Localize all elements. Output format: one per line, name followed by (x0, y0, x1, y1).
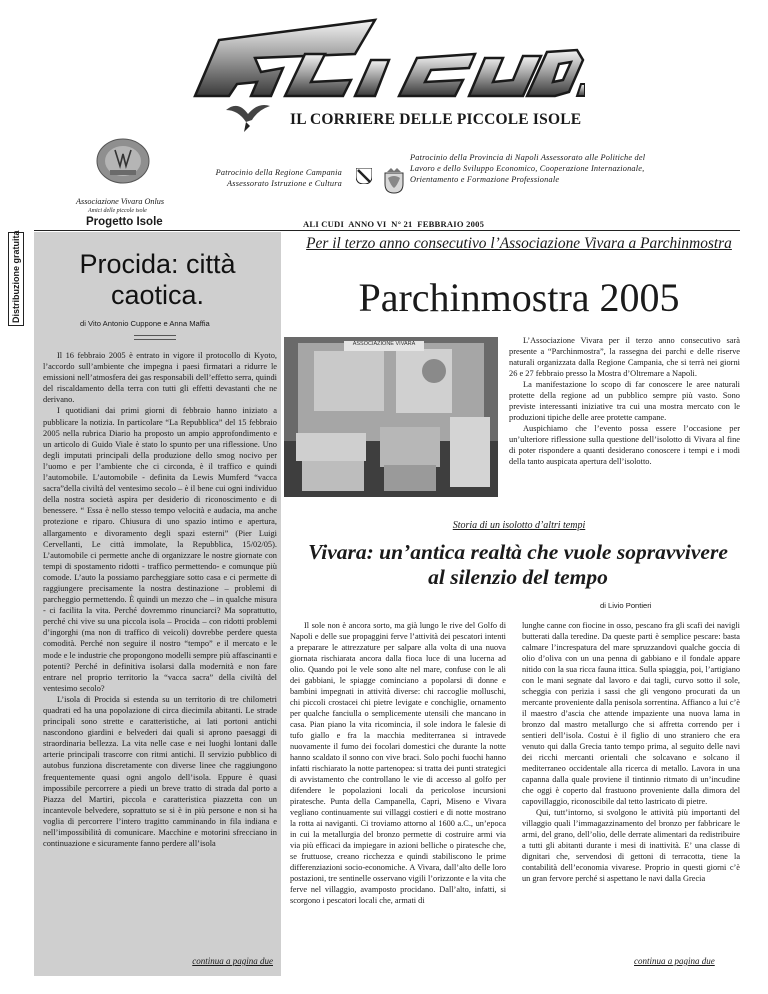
campania-emblem-icon (356, 168, 372, 189)
vivara-title-line1: Vivara: un’antica realtà che vuole sopravvivere (308, 540, 728, 564)
parchi-p3: Auspichiamo che l’evento possa essere l’occasione per un’ulteriore riflessione sulla questione dell’isolotto di Vivara al fine di poter rispondere a quanti desiderano conoscere i tempi e i modi della tanto auspicata apertura dell’isolotto. (509, 424, 740, 466)
vivara-title-line2: al silenzio del tempo (428, 565, 608, 589)
left-article-body (43, 350, 277, 849)
vivara-kicker: Storia di un isolotto d’altri tempi (452, 520, 586, 531)
association-tagline: Amici delle piccole isole (88, 208, 147, 214)
vivara-col1-p: Il sole non è ancora sorto, ma già lungo le rive del Golfo di Napoli e delle sue propaggini ferve l’attività dei pescatori intenti a preparare le attrezzature per salpare alla volta di una nuova giornata rischiarata ancora dalla fioca luce di una lucerna ad olio. Quando poi le vele sono alte nel mare, confuse con le ali dei gabbiani, le spiagge cominciano a popolarsi di donne e bambini impegnati in attività diverse: chi raccoglie molluschi, chi piccoli crostacei chi pietre levigate e conchiglie, ornamento per qualche fanciulla o semplicemente utensili che mancano in casa. Pian piano la vita ricomincia, il sole indora le falesie di tufo giallo e fra la macchia mediterranea si intravede nuovamente il fumo dei focolari domestici che durante la notte hanno scaldato il sonno con vive braci. Solo pochi fuochi hanno infatti rischiarato la notte partenopea: si tratta dei punti strategici di avvistamento che controllano le vie di accesso al golfo per difendere le popolazioni locali da pericolose incursioni piratesche. Punta della Campanella, Capri, Miseno e Vivara vegliano continuamente sui villaggi costieri e di notte mostrano la rotta ai naviganti. Ci troviamo attorno al 1600 a.C., un’epoca in cui la metallurgia del bronzo permette di costruire armi via via più efficaci da impiegare in azioni belliche o piratesche che, se fruttuose, creano ricchezza e quindi stabiliscono le prime differenziazioni socio-economiche. A Vivara, dall’alto delle loro postazioni, tre sentinelle osservano vigili l’orizzonte e la vita che ferve nel villaggio, avamposto procidano. Dall’alto, infatti, si scorgono i pescatori locali che, armati di (290, 621, 506, 905)
left-byline-rule (134, 335, 176, 340)
parchi-p1: L’Associazione Vivara per il terzo anno consecutivo sarà presente a “Parchinmostra”, la rassegna dei parchi e delle riserve naturali organizzata dalla Regione Campania, che si terrà nei giorni 26 e 27 febbraio presso la Mostra d’Oltremare a Napoli. (509, 336, 740, 378)
left-p2: I quotidiani dai primi giorni di febbraio hanno iniziato a pubblicare la notizia. In particolare “La Repubblica” del 15 febbraio 2005 nella rubrica Diario ha proposto un ampio approfondimento e un articolo di Guido Viale è stato lo spunto per una riflessione. Uno degli imputati principali della produzione dello smog nocivo per l’uomo e per l’ambiente che ci circonda, è il traffico e quindi l’automobile. L’automobile - definita da Lewis Mumferd “vacca sacra”della civiltà del ventesimo secolo – è il bene cui ogni individuo della nostra società aspira per desiderio di riconoscimento e di benessere. “ Essa è nello stesso tempo velocità e audacia, ma anche protezione e riparo. Chiusura di uno spazio intimo e apertura, allargamento e divoramento degli spazi esterni” (Pier Luigi Cervellanti, Le città immolate, la Repubblica, 15/02/05). L’automobile ci permette anche di organizzare le nostre giornate con tempi di spostamento ridotti - traffico permettendo- e comunque più comode. L’auto la possiamo parcheggiare sotto casa e ci permette di raggiungere precisamente la nostra destinazione – problemi di parcheggio permettendo. È quindi un mezzo che – in qualche misura - ci facilita la vita. Perché dovremmo rinunciarci? Ma soprattutto, perché chi vive su una piccola isola – Procida – con ridotti problemi d’ingorghi (ma non di traffico di veicoli) dovrebbe perdere questa comodità. Perché non seguire il nostro “tempo” e il mercato e le mode e le industrie che propongono modelli sempre più affascinanti e potenti? Perché in definitiva isolarsi dalla modernità e non fare entrare nel proprio territorio la “vacca sacra” della civiltà del ventesimo secolo? (43, 406, 277, 693)
vivara-logo (96, 138, 150, 184)
parchi-photo (284, 337, 498, 497)
masthead-logo (185, 10, 585, 106)
photo-sign: ASSOCIAZIONE VIVARA (352, 341, 416, 347)
napoli-emblem-icon (383, 166, 405, 199)
issue-line: ALI CUDI ANNO VI N° 21 FEBBRAIO 2005 (303, 219, 485, 229)
left-title-line1: Procida: città (79, 249, 236, 279)
parchi-title: Parchinmostra 2005 (358, 275, 680, 320)
vivara-continue-link[interactable]: continua a pagina due (634, 956, 715, 966)
section-label: Progetto Isole (86, 216, 163, 228)
left-byline: di Vito Antonio Cuppone e Anna Maffia (80, 319, 210, 328)
vivara-title (290, 540, 746, 590)
distribution-label: Distribuzione gratuita (11, 230, 21, 323)
parchi-body (509, 335, 740, 467)
side-label-box (8, 232, 24, 326)
header-rule (34, 230, 740, 231)
parchi-kicker: Per il terzo anno consecutivo l’Associazione Vivara a Parchinmostra (306, 235, 732, 252)
left-article-title (34, 249, 281, 311)
parchi-p2: La manifestazione lo scopo di far conoscere le aree naturali protette della regione ad un pubblico sempre più vasto. Sono previste interessanti iniziative tra cui una mostra mercato con le produzioni tipiche delle aree protette campane. (509, 380, 740, 422)
ali-cudi-wordmark-graphic (185, 10, 585, 106)
vivara-col1 (290, 620, 506, 906)
vivara-col2-p: lunghe canne con fiocine in osso, pescano fra gli scafi dei navigli butterati dalla teredine. Da queste parti è semplice pescare: basta calmare l’increspatura del mare spruzzandovi qualche goccia di olio d’oliva con un una penna di gabbiano e il fondale appare nitido con la sua ricca fauna ittica. Sulla spiaggia, poi, l’artigiano con le mani segnate dal lavoro e dai tagli, curvo sotto il sole, scheggia con perizia i sassi che gli vengono procurati da un mercante proveniente dalla penisola sorrentina. Affianco a lui c’è il maestro d’ascia che attende impaziente una nuova lama in bronzo dal mastro metallurgo che si affretta correndo per i sentieri dell’isola. Costui è il figlio di uno straniero che era venuto qui dalla Grecia tanto tempo prima, al seguito delle navi dei ricchi mercanti orientali che solcavano e solcano il mediterraneo occidentale alla ricerca di metallo. Lavora in una capanna dalla quale proviene il tintinnio ritmato di un’incudine che oggi è coperto dal frastuono proveniente dalla dimora del capovillaggio, riconoscibile dal tetto lastricato di pietre. (522, 621, 740, 806)
left-title-line2: caotica. (110, 280, 205, 310)
left-continue-link[interactable]: continua a pagina due (192, 956, 273, 966)
left-p1: Il 16 febbraio 2005 è entrato in vigore il protocollo di Kyoto, l’accordo sull’ambiente che impegna i paesi firmatari a ridurre le emissioni nell’atmosfera dei gas responsabili dell’effetto serra, quindi del riscaldamento della terra con tutti gli effetti devastanti che ne derivano. (43, 351, 277, 405)
vivara-byline: di Livio Pontieri (600, 601, 652, 610)
gull-icon (224, 96, 272, 141)
association-name: Associazione Vivara Onlus (76, 197, 165, 206)
masthead-subtitle: IL CORRIERE DELLE PICCOLE ISOLE (290, 111, 582, 128)
region-patronage: Patrocinio della Regione Campania Assessorato Istruzione e Cultura (215, 168, 342, 188)
province-patronage: Patrocinio della Provincia di Napoli Assessorato alle Politiche del Lavoro e dello Sviluppo Economico, Cooperazione Internazionale, Orientamento e Formazione Professionale (410, 153, 646, 184)
vivara-col2-p2: Qui, tutt’intorno, si svolgono le attività più importanti del villaggio quali l’immagazzinamento del bronzo per fabbricare le armi, del grano, dell’olio, delle derrate alimentari da redistribuire a tutti gli abitanti durante i mesi di inattività. E’ una classe di dignitari che, servendosi di gettoni di terracotta, tiene la contabilità dell’economia vivarese. Proprio in questi giorni c’è un gran fervore perché si aspettano le navi dalla Grecia (522, 808, 740, 883)
left-p3: L’isola di Procida si estenda su un territorio di tre chilometri quadrati ed ha una popolazione di circa diecimila abitanti. Le strade principali sono strette e caratteristiche, ai lati portoni antichi nascondono giardini e belvederi dai quali si aprono paesaggi di straordinaria bellezza. La vita nelle case e nei luoghi lontani dalle arterie principali trascorre con ritmi antichi. Il servizio pubblico di autobus funziona discretamente con diverse linee che raggiungono frequentemente quasi ogni angolo dell’isola. Eppure è quasi impossibile percorrere a piedi un breve tratto di strada dal porto a Piazza del Martiri, piccola e caratteristica piazzetta con un incantevole belvedere, soprattuto se si è in più persone e non si ha voglia di percorrere l’intero tragitto camminando in fila indiana e nell’impossibilità di comunicare. Macchine e motorini sfrecciano in continuazione e sicuramente fanno perdere all’isola (43, 694, 277, 849)
left-column-box (34, 232, 281, 976)
vivara-col2 (522, 620, 740, 884)
